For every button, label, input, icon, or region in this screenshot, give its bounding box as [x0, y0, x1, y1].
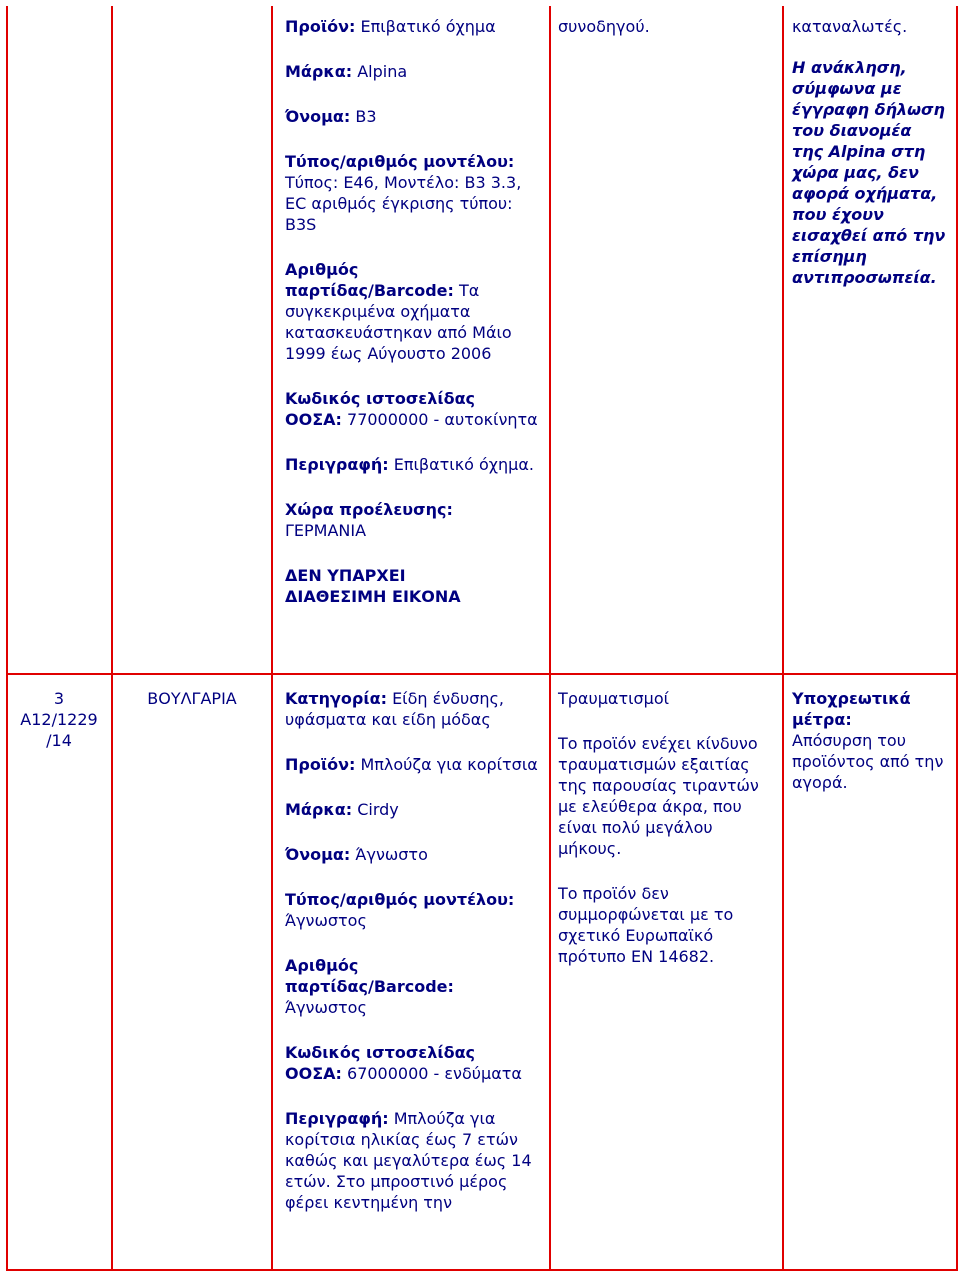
row1-measures-cell [792, 16, 947, 312]
reference-code: A12/1229 [20, 710, 98, 729]
measures-value: Απόσυρση του προϊόντος από την αγορά. [792, 731, 944, 792]
barcode-label: παρτίδας/Barcode: [285, 281, 454, 300]
column-divider [271, 6, 273, 1271]
model-type-value: Τύπος: E46, Μοντέλο: B3 3.3, EC αριθμός έγκρισης τύπου: B3S [285, 173, 522, 234]
model-type-label: Τύπος/αριθμός μοντέλου: [285, 152, 515, 171]
product-label: Προϊόν: [285, 17, 356, 36]
origin-value: ΓΕΡΜΑΝΙΑ [285, 521, 367, 540]
row1-product-cell [285, 16, 540, 607]
barcode-label: παρτίδας/Barcode: [285, 977, 454, 996]
category-label: Κατηγορία: [285, 689, 387, 708]
batch-label: Αριθμός [285, 956, 359, 975]
brand-value: Cirdy [357, 800, 399, 819]
description-value: Μπλούζα για κορίτσια ηλικίας έως 7 ετών καθώς και μεγαλύτερα έως 14 ετών. Στο μπροστινό μέρος φέρει κεντημένη την [285, 1109, 532, 1212]
risk-title: Τραυματισμοί [558, 689, 670, 708]
model-type-value: Άγνωστος [285, 911, 367, 930]
row-number: 3 [53, 689, 65, 708]
category-value: Είδη ένδυσης, υφάσματα και είδη μόδας [285, 689, 504, 729]
description-label: Περιγραφή: [285, 455, 389, 474]
recall-note: Η ανάκληση, σύμφωνα με έγγραφη δήλωση του διανομέα της Alpina στη χώρα μας, δεν αφορά οχήματα, που έχουν εισαχθεί από την επίσημη αντιπροσωπεία. [792, 58, 946, 287]
country-value: ΒΟΥΛΓΑΡΙΑ [147, 689, 237, 708]
description-label: Περιγραφή: [285, 1109, 389, 1128]
oecd-code-label: Κωδικός ιστοσελίδας [285, 1043, 476, 1062]
measures-label-line2: μέτρα: [792, 710, 852, 729]
name-value: Άγνωστο [355, 845, 428, 864]
oecd-label: ΟΟΣΑ: [285, 410, 342, 429]
reference-code-suffix: /14 [46, 731, 72, 750]
name-label: Όνομα: [285, 107, 351, 126]
oecd-label: ΟΟΣΑ: [285, 1064, 342, 1083]
batch-label: Αριθμός [285, 260, 359, 279]
row2-country-cell [116, 688, 268, 709]
product-value: Μπλούζα για κορίτσια [360, 755, 538, 774]
measures-label: Υποχρεωτικά [792, 689, 911, 708]
name-value: B3 [355, 107, 377, 126]
model-type-label: Τύπος/αριθμός μοντέλου: [285, 890, 515, 909]
name-label: Όνομα: [285, 845, 351, 864]
table-border-left [6, 6, 8, 1271]
recall-table [6, 6, 958, 1271]
row2-number-cell [10, 688, 108, 751]
oecd-code-label: Κωδικός ιστοσελίδας [285, 389, 476, 408]
row-divider [6, 673, 958, 675]
table-border-bottom [6, 1269, 958, 1271]
brand-value: Alpina [357, 62, 408, 81]
oecd-value: 77000000 - αυτοκίνητα [347, 410, 538, 429]
row2-measures-cell [792, 688, 947, 817]
brand-label: Μάρκα: [285, 62, 353, 81]
product-value: Επιβατικό όχημα [360, 17, 496, 36]
row2-product-cell [285, 688, 540, 1213]
column-divider [549, 6, 551, 1271]
risk-description: Το προϊόν ενέχει κίνδυνο τραυματισμών εξαιτίας της παρουσίας τιραντών με ελεύθερα άκρα, που είναι πολύ μεγάλου μήκους. [558, 734, 759, 858]
brand-label: Μάρκα: [285, 800, 353, 819]
risk-text: συνοδηγού. [558, 17, 650, 36]
product-label: Προϊόν: [285, 755, 356, 774]
measures-text: καταναλωτές. [792, 17, 908, 36]
no-image-notice-line2: ΔΙΑΘΕΣΙΜΗ ΕΙΚΟΝΑ [285, 587, 461, 606]
column-divider [111, 6, 113, 1271]
batch-value: Άγνωστος [285, 998, 367, 1017]
row2-risk-cell [558, 688, 773, 991]
column-divider [782, 6, 784, 1271]
origin-label: Χώρα προέλευσης: [285, 500, 453, 519]
risk-standard-note: Το προϊόν δεν συμμορφώνεται με το σχετικό Ευρωπαϊκό πρότυπο EN 14682. [558, 884, 734, 966]
no-image-notice: ΔΕΝ ΥΠΑΡΧΕΙ [285, 566, 406, 585]
description-value: Επιβατικό όχημα. [393, 455, 534, 474]
oecd-value: 67000000 - ενδύματα [347, 1064, 522, 1083]
batch-value: Τα συγκεκριμένα οχήματα κατασκευάστηκαν από Μάιο 1999 έως Αύγουστο 2006 [285, 281, 512, 363]
row1-risk-cell [558, 16, 773, 37]
table-border-right [956, 6, 958, 1271]
